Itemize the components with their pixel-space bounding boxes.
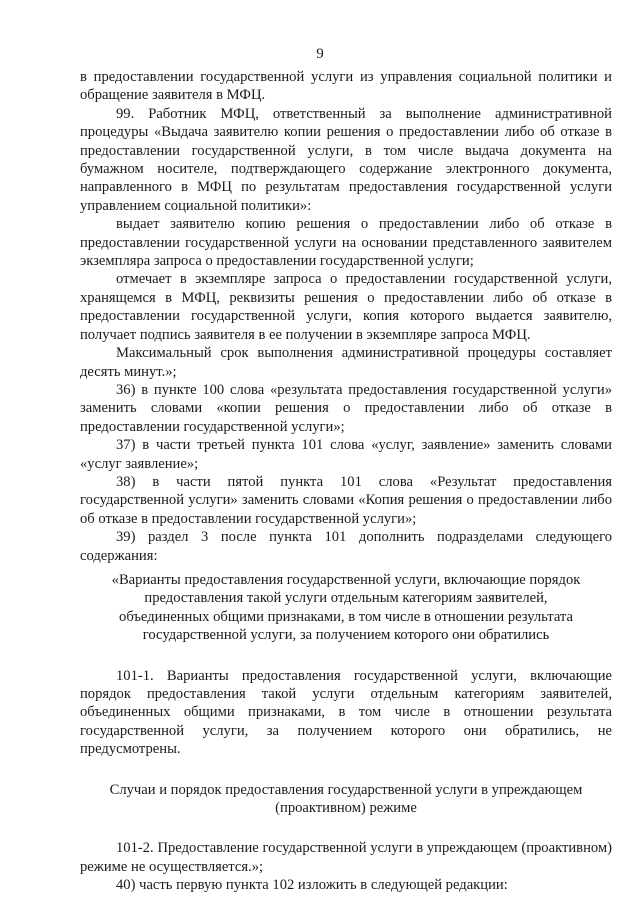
paragraph-item-40: 40) часть первую пункта 102 изложить в следующей редакции: bbox=[116, 877, 508, 894]
paragraph-item-99: 99. Работник МФЦ, ответственный за выполнение административной процедуры «Выдача заявителю копии решения о предоставлении либо об отказе в предоставлении государственной услуги, в том числе выдача документа на бумажном носителе, подтверждающего содержание электронного документа, направленного в МФЦ по результатам предоставления государственной услуги управлением социальной политики»: bbox=[80, 105, 612, 214]
paragraph-item-101-2: 101-2. Предоставление государственной услуги в упреждающем (проактивном) режиме не осуществляется.»; bbox=[80, 840, 612, 875]
paragraph-item-101-1: 101-1. Варианты предоставления государственной услуги, включающие порядок предоставления такой услуги отдельным категориям заявителей, объединенных общими признаками, в том числе в отношении результата государственной услуги, за получением которого они обратились, не предусмотрены. bbox=[80, 667, 612, 758]
subsection-heading-variants: «Варианты предоставления государственной услуги, включающие порядок предоставления такой услуги отдельным категориям заявителей, объединенных общими признаками, в том числе в отношении результата государственной услуги, за получением которого они обратились bbox=[111, 571, 581, 644]
paragraph-item-37: 37) в части третьей пункта 101 слова «услуг, заявление» заменить словами «услуг заявление»; bbox=[80, 437, 612, 472]
paragraph-item-39: 39) раздел 3 после пункта 101 дополнить подразделами следующего содержания: bbox=[80, 529, 612, 564]
paragraph-continuation: в предоставлении государственной услуги из управления социальной политики и обращение заявителя в МФЦ. bbox=[80, 69, 612, 104]
paragraph-issue-copy: выдает заявителю копию решения о предоставлении либо об отказе в предоставлении государственной услуги на основании представленного заявителем экземпляра запроса о предоставлении государственной услуги; bbox=[80, 216, 612, 270]
paragraph-item-38: 38) в части пятой пункта 101 слова «Результат предоставления государственной услуги» заменить словами «Копия решения о предоставлении либо об отказе в предоставлении государственной услуги»; bbox=[80, 473, 612, 527]
paragraph-item-36: 36) в пункте 100 слова «результата предоставления государственной услуги» заменить словами «копии решения о предоставлении либо об отказе в предоставлении государственной услуги»; bbox=[80, 381, 612, 435]
paragraph-mark-request: отмечает в экземпляре запроса о предоставлении государственной услуги, хранящемся в МФЦ, реквизиты решения о предоставлении либо об отказе в предоставлении государственной услуги, копия которого выдается заявителю, получает подпись заявителя в ее получении в экземпляре запроса МФЦ. bbox=[80, 271, 612, 343]
subsection-heading-proactive: Случаи и порядок предоставления государственной услуги в упреждающем (проактивном) режиме bbox=[109, 781, 583, 817]
document-body bbox=[80, 68, 612, 895]
paragraph-max-term: Максимальный срок выполнения административной процедуры составляет десять минут.»; bbox=[80, 345, 612, 380]
page-number: 9 bbox=[316, 46, 324, 62]
